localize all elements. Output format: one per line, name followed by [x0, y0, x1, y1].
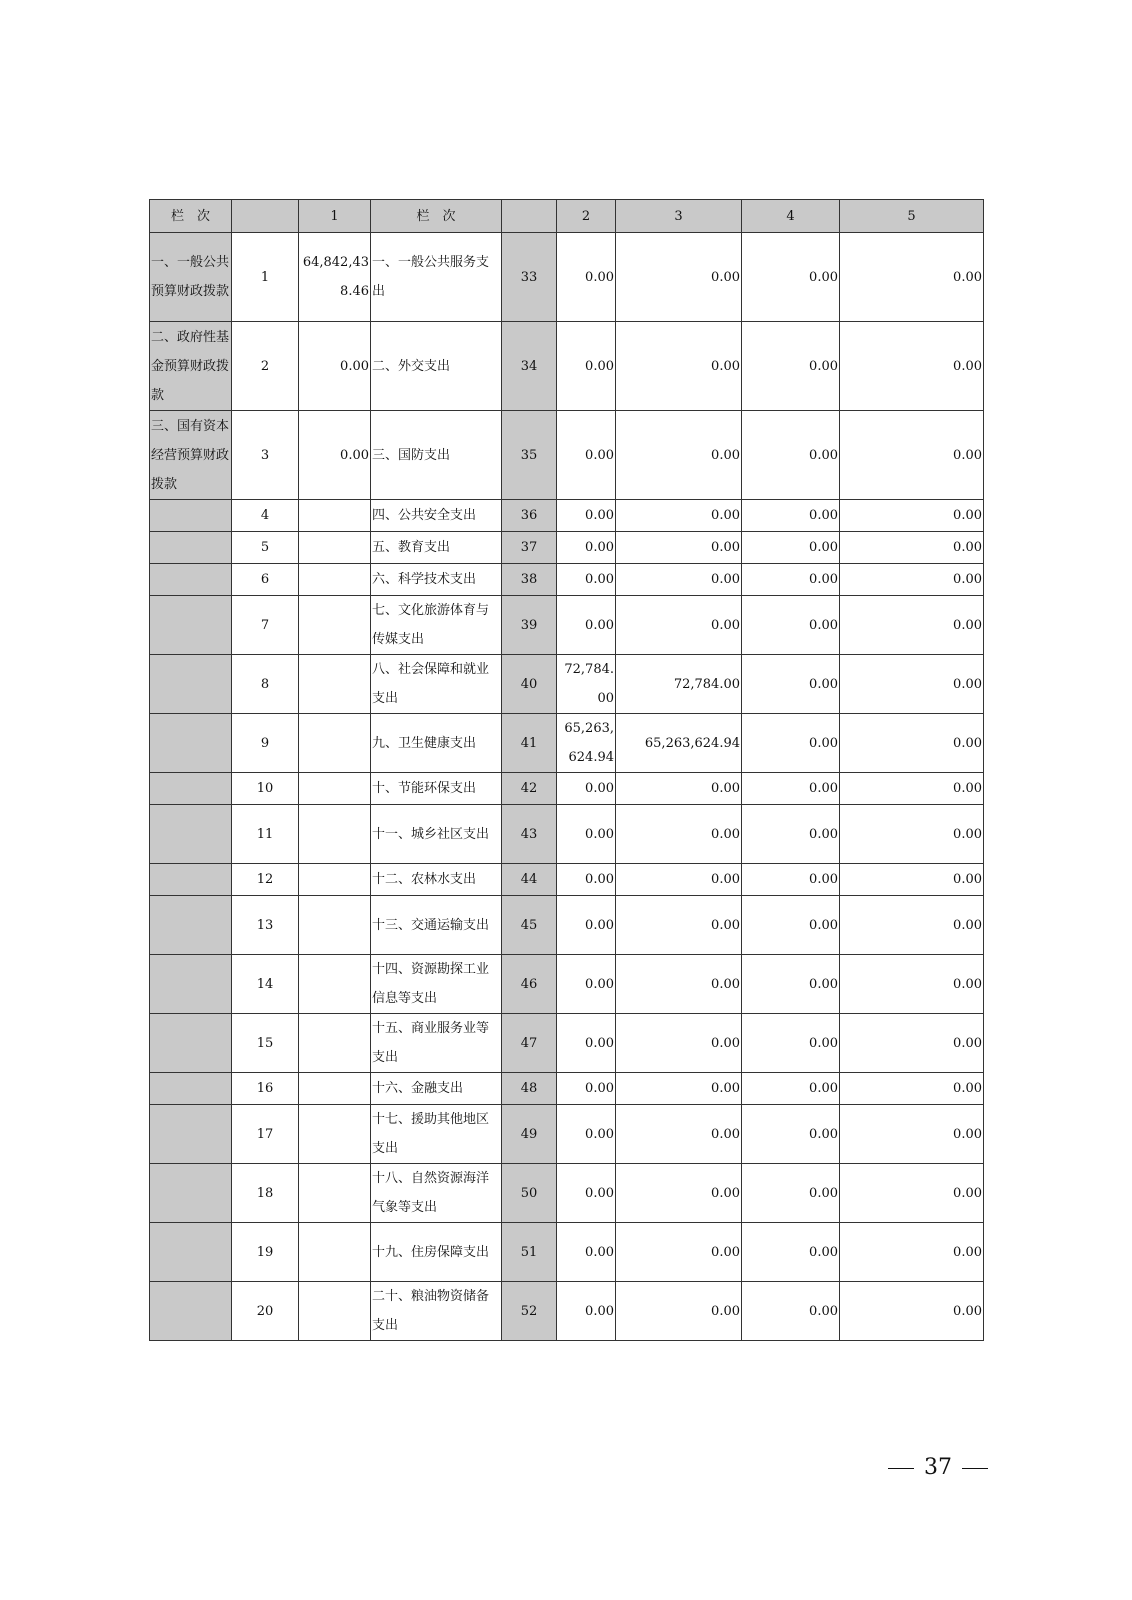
- left-item-name: [150, 500, 232, 532]
- amount-col-4: 0.00: [742, 1282, 840, 1341]
- table-row: [150, 532, 984, 564]
- right-item-name: 四、公共安全支出: [371, 500, 502, 532]
- amount-col-4: 0.00: [742, 773, 840, 805]
- right-item-name: 二、外交支出: [371, 322, 502, 411]
- right-item-name: 十七、援助其他地区支出: [371, 1105, 502, 1164]
- table-body: [150, 233, 984, 1341]
- left-row-number: 1: [232, 233, 299, 322]
- amount-col-5: 0.00: [840, 1014, 984, 1073]
- amount-col-4: 0.00: [742, 714, 840, 773]
- amount-col-5: 0.00: [840, 500, 984, 532]
- amount-col-5: 0.00: [840, 1223, 984, 1282]
- amount-col-4: 0.00: [742, 1164, 840, 1223]
- right-row-number: 52: [502, 1282, 557, 1341]
- amount-col-5: 0.00: [840, 955, 984, 1014]
- amount-col-2: 0.00: [557, 322, 616, 411]
- right-item-name: 二十、粮油物资储备支出: [371, 1282, 502, 1341]
- dash-left: [888, 1468, 914, 1469]
- amount-col-3: 0.00: [616, 773, 742, 805]
- header-col-5: 5: [840, 200, 984, 233]
- right-row-number: 40: [502, 655, 557, 714]
- amount-col-4: 0.00: [742, 532, 840, 564]
- left-row-number: 16: [232, 1073, 299, 1105]
- amount-col-2: 0.00: [557, 1073, 616, 1105]
- right-row-number: 46: [502, 955, 557, 1014]
- left-amount: [299, 864, 371, 896]
- left-item-name: [150, 596, 232, 655]
- amount-col-5: 0.00: [840, 805, 984, 864]
- left-item-name: [150, 1073, 232, 1105]
- amount-col-2: 0.00: [557, 955, 616, 1014]
- amount-col-2: 0.00: [557, 532, 616, 564]
- amount-col-4: 0.00: [742, 500, 840, 532]
- header-col-2: 2: [557, 200, 616, 233]
- amount-col-5: 0.00: [840, 1105, 984, 1164]
- amount-col-5: 0.00: [840, 773, 984, 805]
- dash-right: [962, 1468, 988, 1469]
- amount-col-4: 0.00: [742, 596, 840, 655]
- amount-col-2: 65,263,624.94: [557, 714, 616, 773]
- amount-col-4: 0.00: [742, 1073, 840, 1105]
- amount-col-2: 0.00: [557, 1282, 616, 1341]
- amount-col-5: 0.00: [840, 532, 984, 564]
- left-item-name: 三、国有资本经营预算财政拨款: [150, 411, 232, 500]
- amount-col-5: 0.00: [840, 233, 984, 322]
- amount-col-2: 0.00: [557, 805, 616, 864]
- header-col-label-right: 栏 次: [371, 200, 502, 233]
- amount-col-3: 0.00: [616, 1014, 742, 1073]
- left-item-name: 一、一般公共预算财政拨款: [150, 233, 232, 322]
- amount-col-5: 0.00: [840, 864, 984, 896]
- budget-table: [149, 199, 984, 1341]
- left-item-name: 二、政府性基金预算财政拨款: [150, 322, 232, 411]
- right-row-number: 33: [502, 233, 557, 322]
- table-row: [150, 773, 984, 805]
- table-row: [150, 1223, 984, 1282]
- left-item-name: [150, 714, 232, 773]
- right-item-name: 六、科学技术支出: [371, 564, 502, 596]
- amount-col-2: 0.00: [557, 864, 616, 896]
- left-row-number: 15: [232, 1014, 299, 1073]
- amount-col-2: 0.00: [557, 1105, 616, 1164]
- right-row-number: 35: [502, 411, 557, 500]
- table-row: [150, 955, 984, 1014]
- left-row-number: 2: [232, 322, 299, 411]
- table-row: [150, 411, 984, 500]
- left-amount: 0.00: [299, 322, 371, 411]
- right-row-number: 45: [502, 896, 557, 955]
- header-col-label-left: 栏 次: [150, 200, 232, 233]
- amount-col-3: 0.00: [616, 500, 742, 532]
- page-number-text: 37: [924, 1455, 952, 1480]
- right-item-name: 十五、商业服务业等支出: [371, 1014, 502, 1073]
- left-item-name: [150, 1164, 232, 1223]
- left-row-number: 4: [232, 500, 299, 532]
- amount-col-4: 0.00: [742, 864, 840, 896]
- left-amount: [299, 596, 371, 655]
- table-row: [150, 1164, 984, 1223]
- table-row: [150, 896, 984, 955]
- table-row: [150, 655, 984, 714]
- amount-col-2: 0.00: [557, 596, 616, 655]
- amount-col-3: 0.00: [616, 233, 742, 322]
- header-col-no-left: [232, 200, 299, 233]
- amount-col-3: 0.00: [616, 322, 742, 411]
- right-item-name: 十一、城乡社区支出: [371, 805, 502, 864]
- amount-col-4: 0.00: [742, 411, 840, 500]
- amount-col-4: 0.00: [742, 322, 840, 411]
- left-amount: [299, 1105, 371, 1164]
- left-row-number: 6: [232, 564, 299, 596]
- left-row-number: 17: [232, 1105, 299, 1164]
- left-row-number: 14: [232, 955, 299, 1014]
- left-item-name: [150, 864, 232, 896]
- left-item-name: [150, 532, 232, 564]
- amount-col-5: 0.00: [840, 564, 984, 596]
- right-item-name: 十三、交通运输支出: [371, 896, 502, 955]
- left-amount: [299, 532, 371, 564]
- amount-col-5: 0.00: [840, 896, 984, 955]
- left-amount: [299, 655, 371, 714]
- right-row-number: 37: [502, 532, 557, 564]
- amount-col-4: 0.00: [742, 564, 840, 596]
- left-item-name: [150, 1014, 232, 1073]
- amount-col-2: 72,784.00: [557, 655, 616, 714]
- right-item-name: 八、社会保障和就业支出: [371, 655, 502, 714]
- right-item-name: 三、国防支出: [371, 411, 502, 500]
- amount-col-4: 0.00: [742, 233, 840, 322]
- left-item-name: [150, 1282, 232, 1341]
- table-row: [150, 805, 984, 864]
- amount-col-4: 0.00: [742, 896, 840, 955]
- header-col-no-right: [502, 200, 557, 233]
- amount-col-5: 0.00: [840, 714, 984, 773]
- left-item-name: [150, 564, 232, 596]
- amount-col-2: 0.00: [557, 1014, 616, 1073]
- amount-col-3: 0.00: [616, 1164, 742, 1223]
- amount-col-5: 0.00: [840, 655, 984, 714]
- amount-col-5: 0.00: [840, 322, 984, 411]
- amount-col-2: 0.00: [557, 411, 616, 500]
- right-row-number: 38: [502, 564, 557, 596]
- right-row-number: 42: [502, 773, 557, 805]
- amount-col-2: 0.00: [557, 773, 616, 805]
- table-row: [150, 322, 984, 411]
- table-row: [150, 864, 984, 896]
- amount-col-3: 0.00: [616, 596, 742, 655]
- amount-col-3: 0.00: [616, 805, 742, 864]
- left-item-name: [150, 1105, 232, 1164]
- left-row-number: 8: [232, 655, 299, 714]
- right-row-number: 36: [502, 500, 557, 532]
- left-row-number: 12: [232, 864, 299, 896]
- table-row: [150, 1105, 984, 1164]
- left-amount: [299, 1223, 371, 1282]
- right-item-name: 一、一般公共服务支出: [371, 233, 502, 322]
- amount-col-5: 0.00: [840, 1282, 984, 1341]
- amount-col-3: 65,263,624.94: [616, 714, 742, 773]
- left-row-number: 10: [232, 773, 299, 805]
- left-amount: [299, 896, 371, 955]
- left-amount: [299, 564, 371, 596]
- left-item-name: [150, 1223, 232, 1282]
- left-row-number: 11: [232, 805, 299, 864]
- left-amount: [299, 714, 371, 773]
- right-row-number: 51: [502, 1223, 557, 1282]
- left-amount: [299, 1282, 371, 1341]
- table-row: [150, 1282, 984, 1341]
- table-row: [150, 564, 984, 596]
- amount-col-5: 0.00: [840, 1073, 984, 1105]
- amount-col-2: 0.00: [557, 564, 616, 596]
- right-item-name: 九、卫生健康支出: [371, 714, 502, 773]
- right-item-name: 十六、金融支出: [371, 1073, 502, 1105]
- left-row-number: 7: [232, 596, 299, 655]
- left-item-name: [150, 896, 232, 955]
- amount-col-2: 0.00: [557, 1223, 616, 1282]
- left-row-number: 19: [232, 1223, 299, 1282]
- left-amount: [299, 500, 371, 532]
- right-row-number: 49: [502, 1105, 557, 1164]
- amount-col-2: 0.00: [557, 233, 616, 322]
- right-item-name: 十四、资源勘探工业信息等支出: [371, 955, 502, 1014]
- right-item-name: 十二、农林水支出: [371, 864, 502, 896]
- amount-col-4: 0.00: [742, 1105, 840, 1164]
- amount-col-4: 0.00: [742, 955, 840, 1014]
- table-header-row: [150, 200, 984, 233]
- left-amount: 64,842,438.46: [299, 233, 371, 322]
- page-number: [878, 1455, 998, 1480]
- right-row-number: 48: [502, 1073, 557, 1105]
- header-col-4: 4: [742, 200, 840, 233]
- amount-col-4: 0.00: [742, 655, 840, 714]
- amount-col-5: 0.00: [840, 1164, 984, 1223]
- amount-col-4: 0.00: [742, 1014, 840, 1073]
- amount-col-3: 0.00: [616, 1073, 742, 1105]
- amount-col-5: 0.00: [840, 411, 984, 500]
- amount-col-5: 0.00: [840, 596, 984, 655]
- right-row-number: 39: [502, 596, 557, 655]
- amount-col-2: 0.00: [557, 500, 616, 532]
- amount-col-3: 0.00: [616, 1223, 742, 1282]
- amount-col-3: 0.00: [616, 1282, 742, 1341]
- table-row: [150, 1014, 984, 1073]
- amount-col-3: 72,784.00: [616, 655, 742, 714]
- left-row-number: 9: [232, 714, 299, 773]
- left-row-number: 20: [232, 1282, 299, 1341]
- amount-col-3: 0.00: [616, 1105, 742, 1164]
- table-row: [150, 233, 984, 322]
- left-amount: [299, 1014, 371, 1073]
- right-item-name: 五、教育支出: [371, 532, 502, 564]
- right-row-number: 41: [502, 714, 557, 773]
- left-amount: [299, 1073, 371, 1105]
- amount-col-3: 0.00: [616, 411, 742, 500]
- header-col-3: 3: [616, 200, 742, 233]
- amount-col-3: 0.00: [616, 532, 742, 564]
- amount-col-3: 0.00: [616, 864, 742, 896]
- left-item-name: [150, 955, 232, 1014]
- table-row: [150, 500, 984, 532]
- table-row: [150, 1073, 984, 1105]
- budget-table-container: [149, 199, 983, 1341]
- right-item-name: 十、节能环保支出: [371, 773, 502, 805]
- left-row-number: 18: [232, 1164, 299, 1223]
- right-row-number: 47: [502, 1014, 557, 1073]
- header-col-1: 1: [299, 200, 371, 233]
- left-amount: [299, 773, 371, 805]
- right-row-number: 34: [502, 322, 557, 411]
- left-amount: 0.00: [299, 411, 371, 500]
- right-item-name: 十九、住房保障支出: [371, 1223, 502, 1282]
- amount-col-4: 0.00: [742, 805, 840, 864]
- amount-col-2: 0.00: [557, 896, 616, 955]
- amount-col-2: 0.00: [557, 1164, 616, 1223]
- right-item-name: 七、文化旅游体育与传媒支出: [371, 596, 502, 655]
- left-item-name: [150, 805, 232, 864]
- left-amount: [299, 805, 371, 864]
- table-row: [150, 714, 984, 773]
- left-row-number: 13: [232, 896, 299, 955]
- right-row-number: 50: [502, 1164, 557, 1223]
- table-row: [150, 596, 984, 655]
- left-amount: [299, 1164, 371, 1223]
- right-row-number: 44: [502, 864, 557, 896]
- left-row-number: 5: [232, 532, 299, 564]
- amount-col-3: 0.00: [616, 955, 742, 1014]
- right-item-name: 十八、自然资源海洋气象等支出: [371, 1164, 502, 1223]
- left-item-name: [150, 773, 232, 805]
- amount-col-4: 0.00: [742, 1223, 840, 1282]
- left-row-number: 3: [232, 411, 299, 500]
- amount-col-3: 0.00: [616, 896, 742, 955]
- amount-col-3: 0.00: [616, 564, 742, 596]
- right-row-number: 43: [502, 805, 557, 864]
- left-amount: [299, 955, 371, 1014]
- left-item-name: [150, 655, 232, 714]
